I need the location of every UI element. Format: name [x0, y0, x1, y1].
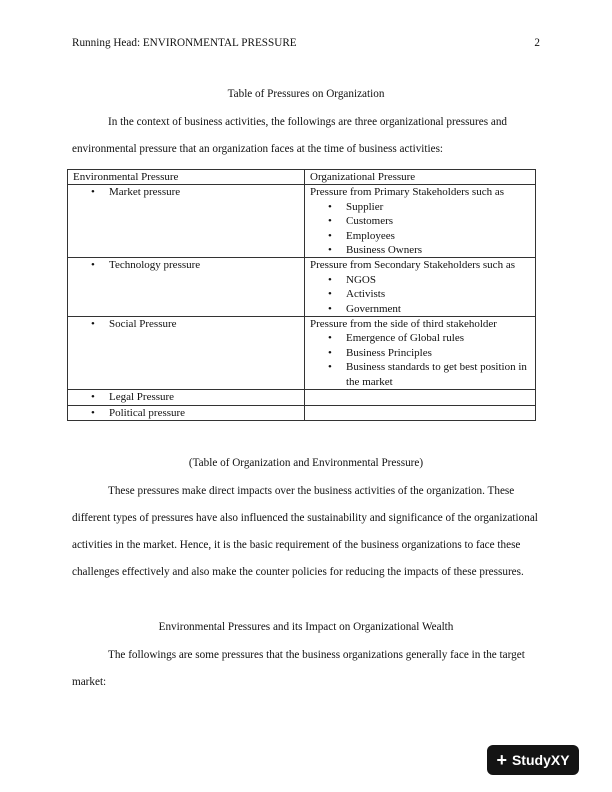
- org-item: • Supplier: [310, 200, 530, 214]
- env-item: • Legal Pressure: [73, 390, 299, 404]
- env-item: • Political pressure: [73, 406, 299, 420]
- table-header-row: [68, 170, 536, 185]
- org-item: • Business Owners: [310, 243, 530, 257]
- running-head: Running Head: ENVIRONMENTAL PRESSURE: [72, 37, 297, 49]
- table-caption: (Table of Organization and Environmental Pressure): [188, 457, 424, 469]
- table-row: [68, 405, 536, 420]
- org-cell: [305, 185, 536, 258]
- org-cell-empty: [305, 405, 536, 420]
- studyxy-logo: [487, 745, 579, 775]
- table-row: [68, 317, 536, 390]
- org-item: • Business Principles: [310, 346, 530, 360]
- header-environmental: Environmental Pressure: [68, 170, 305, 185]
- org-item: • Employees: [310, 229, 530, 243]
- env-item: • Market pressure: [73, 185, 299, 199]
- header-organizational: Organizational Pressure: [305, 170, 536, 185]
- page-number: 2: [534, 37, 540, 49]
- table-row: [68, 258, 536, 317]
- org-cell: [305, 317, 536, 390]
- table-row: [68, 390, 536, 405]
- body-paragraph: These pressures make direct impacts over the business activities of the organization. These different types of pressures have also influenced the sustainability and significance of the organizational activities in the market. Hence, it is the basic requirement of the business organizations to face these challenges effectively and also make the counter policies for reducing the impacts of these pressures.: [72, 485, 538, 578]
- closing-paragraph: The followings are some pressures that the business organizations generally face in the target market:: [72, 649, 525, 688]
- pressures-table: [67, 169, 536, 421]
- org-item: • Government: [310, 302, 530, 316]
- org-item: • NGOS: [310, 273, 530, 287]
- plus-icon: +: [496, 750, 507, 770]
- org-heading: Pressure from Primary Stakeholders such as: [310, 186, 504, 199]
- org-item: • Business standards to get best position in the market: [310, 360, 530, 389]
- org-item: • Customers: [310, 214, 530, 228]
- env-cell: [68, 405, 305, 420]
- table-row: [68, 185, 536, 258]
- section-heading: Environmental Pressures and its Impact on Organizational Wealth: [158, 621, 454, 633]
- org-heading: Pressure from Secondary Stakeholders such as: [310, 259, 515, 272]
- org-item: • Emergence of Global rules: [310, 331, 530, 345]
- page-header: [72, 37, 540, 51]
- table-title: Table of Pressures on Organization: [227, 88, 385, 100]
- env-item: • Technology pressure: [73, 258, 299, 272]
- org-cell-empty: [305, 390, 536, 405]
- brand-name: StudyXY: [511, 752, 570, 768]
- intro-paragraph: In the context of business activities, the followings are three organizational pressures and environmental pressure that an organization faces at the time of business activities:: [72, 116, 508, 155]
- env-cell: [68, 317, 305, 390]
- env-cell: [68, 390, 305, 405]
- env-cell: [68, 258, 305, 317]
- org-cell: [305, 258, 536, 317]
- env-cell: [68, 185, 305, 258]
- env-item: • Social Pressure: [73, 317, 299, 331]
- org-heading: Pressure from the side of third stakeholder: [310, 318, 497, 331]
- org-item: • Activists: [310, 287, 530, 301]
